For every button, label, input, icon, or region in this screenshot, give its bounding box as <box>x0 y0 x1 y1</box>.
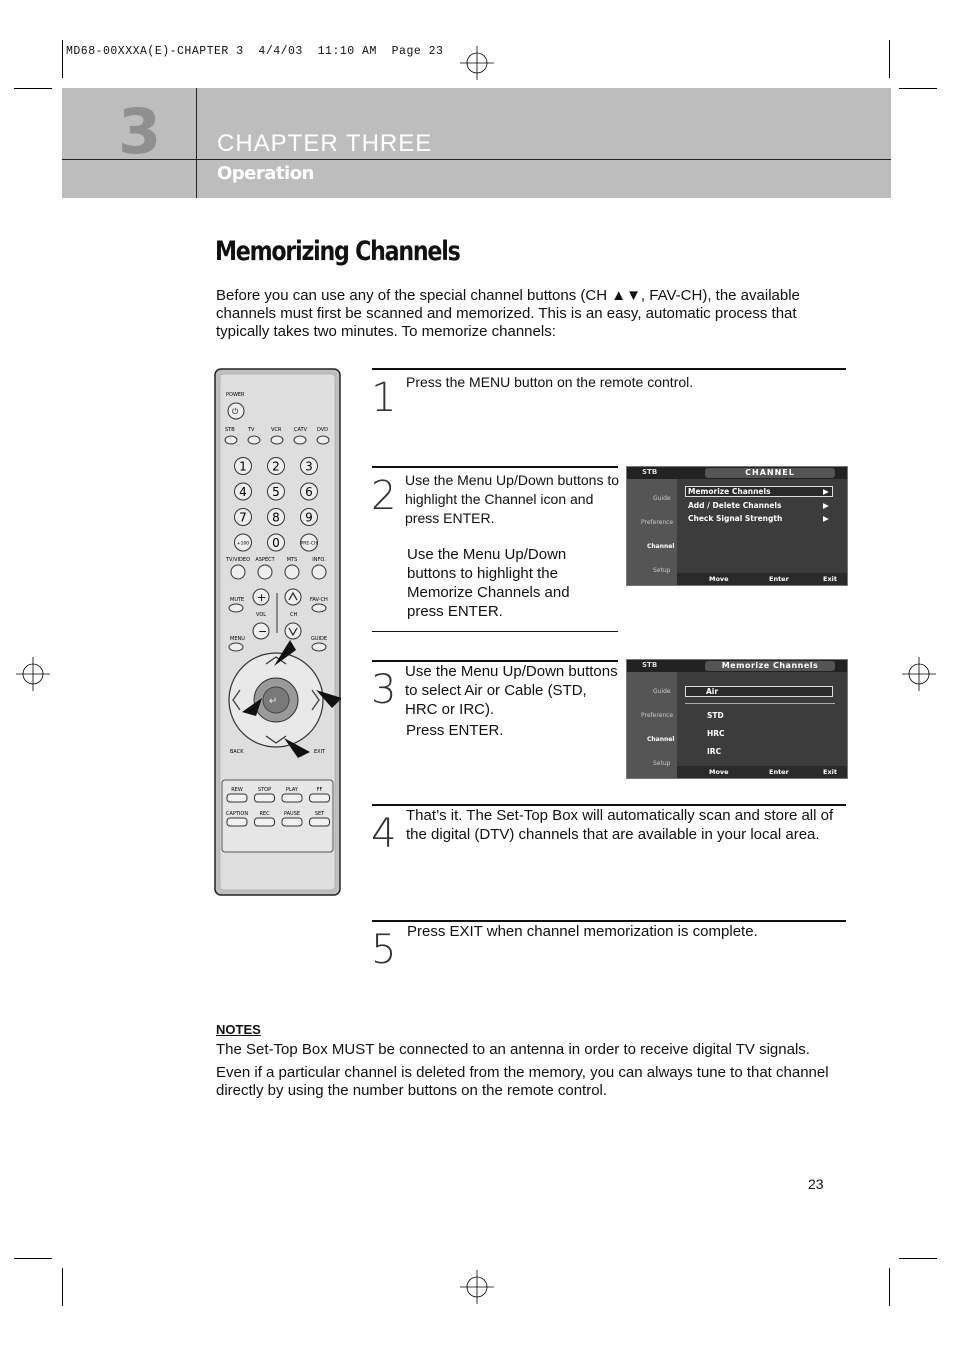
crop-mark <box>62 40 63 78</box>
step-divider <box>372 368 846 370</box>
guide-label: GUIDE <box>311 636 328 642</box>
function-label: MTS <box>286 557 298 563</box>
minus-icon: − <box>258 625 268 638</box>
back-label: BACK <box>230 749 244 755</box>
number-label: 3 <box>305 459 313 474</box>
favch-label: FAV-CH <box>310 597 328 603</box>
arrow-right-icon: ▶ <box>823 487 829 496</box>
number-label: 5 <box>272 485 280 499</box>
arrow-right-icon: ▶ <box>823 514 829 523</box>
step-text: Use the Menu Up/Down buttons to highlight the Memorize Channels and press ENTER. <box>407 546 570 620</box>
crop-mark <box>899 1258 937 1259</box>
crop-mark <box>899 88 937 89</box>
osd-memorize-menu <box>626 659 848 779</box>
mode-button <box>248 436 260 444</box>
chapter-number: 3 <box>118 95 162 168</box>
power-label: POWER <box>226 392 245 398</box>
osd-enter-label: Enter <box>769 768 789 776</box>
transport-label: REC <box>259 811 270 817</box>
osd-side-preference: Preference <box>641 519 674 526</box>
mode-label: CATV <box>294 427 307 433</box>
step-divider <box>372 466 618 468</box>
mute-button <box>229 604 243 612</box>
osd-exit-label: Exit <box>823 575 837 583</box>
osd-title: CHANNEL <box>705 468 835 478</box>
transport-label: REW <box>231 787 243 793</box>
transport-label: STOP <box>257 787 272 793</box>
transport-label: FF <box>316 787 323 793</box>
osd-item-air: Air <box>685 686 833 697</box>
step-divider <box>372 631 618 632</box>
intro-paragraph: Before you can use any of the special channel buttons (CH ▲▼, FAV-CH), the available channels must first be scanned and memorized. This is an easy, automatic process that typically takes two minutes. To memorize channels: <box>216 287 800 340</box>
osd-item-hrc: HRC <box>707 729 725 738</box>
osd-exit-label: Exit <box>823 768 837 776</box>
step-text: Press the MENU button on the remote control. <box>406 374 694 390</box>
crop-mark <box>889 1268 890 1306</box>
transport-button <box>227 818 247 826</box>
notes-heading: NOTES <box>216 1022 261 1037</box>
menu-button <box>229 643 243 651</box>
crop-mark <box>14 88 52 89</box>
number-label: 4 <box>239 485 247 499</box>
osd-sidebar <box>627 479 677 585</box>
chapter-title: CHAPTER THREE <box>217 130 433 157</box>
transport-button <box>310 794 330 802</box>
chapter-header <box>62 88 891 198</box>
number-label: +100 <box>236 541 250 547</box>
mode-label: TV <box>248 427 255 433</box>
osd-brand: STB <box>642 661 658 669</box>
function-label: TV/VIDEO <box>226 557 250 563</box>
mode-label: DVD <box>317 427 329 433</box>
osd-item-irc: IRC <box>707 747 722 756</box>
number-label: 1 <box>239 459 247 474</box>
header-divider <box>62 159 891 160</box>
crop-mark <box>14 1258 52 1259</box>
mode-button <box>225 436 237 444</box>
osd-side-guide: Guide <box>653 688 671 695</box>
mute-label: MUTE <box>230 597 245 603</box>
registration-mark-icon <box>16 657 50 691</box>
page-title: Memorizing Channels <box>215 236 460 267</box>
transport-button <box>310 818 330 826</box>
ch-up-button <box>285 589 301 605</box>
number-label: 8 <box>272 510 280 525</box>
power-icon: ⏻ <box>232 407 239 416</box>
transport-button <box>227 794 247 802</box>
function-label: ASPECT <box>255 557 275 563</box>
plus-icon: + <box>257 591 267 604</box>
favch-button <box>312 604 326 612</box>
step-text: Press EXIT when channel memorization is complete. <box>407 923 758 940</box>
number-label: 7 <box>239 510 247 525</box>
transport-label: PAUSE <box>283 811 301 817</box>
arrow-right-icon: ▶ <box>823 501 829 510</box>
function-button <box>285 565 299 579</box>
step-number: 3 <box>371 667 397 713</box>
osd-side-channel: Channel <box>647 736 675 743</box>
remote-control <box>214 368 341 896</box>
number-label: 9 <box>305 510 313 525</box>
osd-side-channel: Channel <box>647 543 675 550</box>
mode-label: VCR <box>271 427 282 433</box>
number-label: 6 <box>305 485 313 499</box>
ch-label: CH <box>290 612 298 618</box>
transport-button <box>255 818 275 826</box>
mode-button <box>317 436 329 444</box>
osd-side-guide: Guide <box>653 495 671 502</box>
step-text: That’s it. The Set-Top Box will automatically scan and store all of the digital (DTV) channels that are available in your local area. <box>406 807 834 843</box>
vol-label: VOL <box>256 612 267 618</box>
step-number: 2 <box>371 473 397 519</box>
transport-button <box>255 794 275 802</box>
transport-label: CAPTION <box>225 811 249 817</box>
function-button <box>258 565 272 579</box>
osd-brand: STB <box>642 468 658 476</box>
mode-button <box>271 436 283 444</box>
menu-label: MENU <box>230 636 245 642</box>
note-item: The Set-Top Box MUST be connected to an antenna in order to receive digital TV signals. <box>216 1041 810 1058</box>
mode-label: STB <box>225 427 235 433</box>
osd-help-bar <box>677 573 847 585</box>
transport-button <box>282 818 302 826</box>
page-number: 23 <box>808 1176 824 1192</box>
crop-mark <box>889 40 890 78</box>
osd-help-bar <box>677 766 847 778</box>
transport-label: PLAY <box>285 787 299 793</box>
function-label: INFO. <box>312 557 326 563</box>
crop-mark <box>62 1268 63 1306</box>
osd-channel-menu <box>626 466 848 586</box>
osd-item-signal-strength: Check Signal Strength <box>688 514 783 523</box>
registration-mark-icon <box>460 46 494 80</box>
osd-side-preference: Preference <box>641 712 674 719</box>
guide-button <box>312 643 326 651</box>
osd-move-label: Move <box>709 768 729 776</box>
note-item: Even if a particular channel is deleted from the memory, you can always tune to that channel directly by using the number buttons on the remote control. <box>216 1064 829 1099</box>
number-label: 2 <box>272 459 280 474</box>
osd-side-setup: Setup <box>653 760 671 767</box>
osd-title: Memorize Channels <box>705 661 835 671</box>
header-divider <box>196 88 197 198</box>
number-label: 0 <box>272 536 280 550</box>
osd-item-std: STD <box>707 711 724 720</box>
step-text: Press ENTER. <box>406 722 504 739</box>
step-number: 4 <box>371 811 397 857</box>
osd-sidebar <box>627 672 677 778</box>
registration-mark-icon <box>902 657 936 691</box>
registration-mark-icon <box>460 1270 494 1304</box>
print-slug: MD68-00XXXA(E)-CHAPTER 3 4/4/03 11:10 AM Page 23 <box>66 45 444 58</box>
osd-move-label: Move <box>709 575 729 583</box>
section-title: Operation <box>217 163 314 184</box>
mode-button <box>294 436 306 444</box>
transport-button <box>282 794 302 802</box>
transport-label: SET <box>314 811 325 817</box>
enter-icon: ↵ <box>269 696 278 707</box>
step-text: Use the Menu Up/Down buttons to highlight the Channel icon and press ENTER. <box>405 472 620 526</box>
ch-down-button <box>285 623 301 639</box>
osd-enter-label: Enter <box>769 575 789 583</box>
step-number: 1 <box>371 375 397 421</box>
step-number: 5 <box>371 927 397 973</box>
osd-item-memorize-channels: Memorize Channels <box>685 486 833 497</box>
function-button <box>312 565 326 579</box>
exit-label: EXIT <box>314 749 326 755</box>
step-text: Use the Menu Up/Down buttons to select Air or Cable (STD, HRC or IRC). <box>405 663 618 718</box>
osd-item-add-delete: Add / Delete Channels <box>688 501 782 510</box>
function-button <box>231 565 245 579</box>
number-label: PRE-CH <box>300 541 318 547</box>
osd-side-setup: Setup <box>653 567 671 574</box>
